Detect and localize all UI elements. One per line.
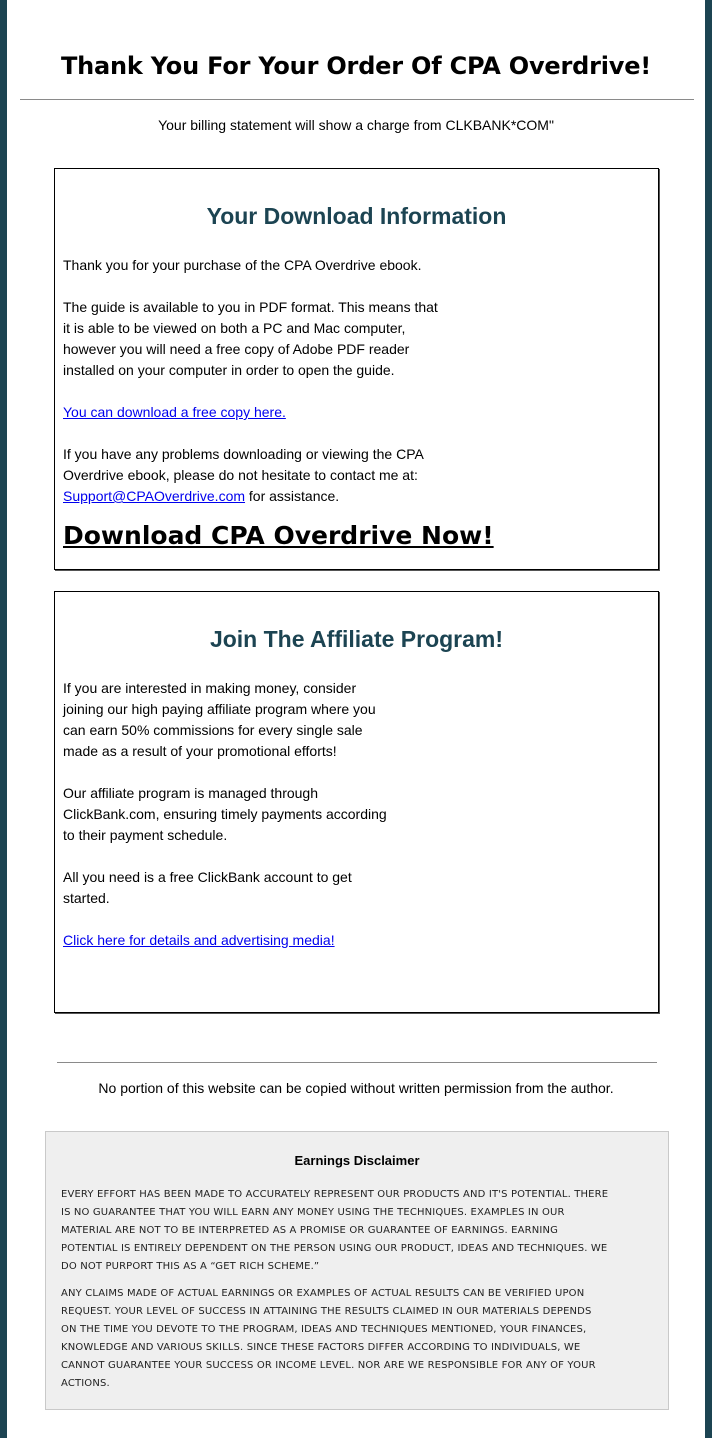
- affiliate-details-link[interactable]: Click here for details and advertising media!: [63, 932, 335, 948]
- thanks-text: Thank you for your purchase of the CPA Overdrive ebook.: [63, 257, 422, 273]
- page: [7, 0, 705, 1438]
- affiliate-line: If you are interested in making money, consider: [63, 680, 357, 696]
- affiliate-intro: [63, 678, 376, 762]
- guide-line: it is able to be viewed on both a PC and Mac computer,: [63, 320, 406, 336]
- disclaimer-paragraph: [61, 1285, 653, 1393]
- affiliate-line: made as a result of your promotional efforts!: [63, 743, 337, 759]
- support-line: If you have any problems downloading or viewing the CPA: [63, 446, 424, 462]
- disclaimer-line: POTENTIAL IS ENTIRELY DEPENDENT ON THE PERSON USING OUR PRODUCT, IDEAS AND TECHNIQUES. WE: [61, 1243, 608, 1254]
- adobe-download-link[interactable]: You can download a free copy here.: [63, 404, 286, 420]
- disclaimer-line: ACTIONS.: [61, 1378, 110, 1389]
- affiliate-line: joining our high paying affiliate program where you: [63, 701, 376, 717]
- affiliate-clickbank-text: [63, 783, 387, 846]
- page-title: Thank You For Your Order Of CPA Overdrive!: [60, 52, 652, 80]
- support-text: [63, 444, 424, 507]
- disclaimer-line: CANNOT GUARANTEE YOUR SUCCESS OR INCOME LEVEL. NOR ARE WE RESPONSIBLE FOR ANY OF YOUR: [61, 1360, 596, 1371]
- guide-line: The guide is available to you in PDF format. This means that: [63, 299, 438, 315]
- affiliate-line: to their payment schedule.: [63, 827, 228, 843]
- affiliate-line: can earn 50% commissions for every single sale: [63, 722, 363, 738]
- download-info-box: [54, 168, 659, 570]
- billing-note: Your billing statement will show a charge from CLKBANK*COM": [158, 117, 554, 133]
- disclaimer-line: IS NO GUARANTEE THAT YOU WILL EARN ANY MONEY USING THE TECHNIQUES. EXAMPLES IN OUR: [61, 1207, 565, 1218]
- affiliate-line: started.: [63, 890, 110, 906]
- disclaimer-line: KNOWLEDGE AND VARIOUS SKILLS. SINCE THESE FACTORS DIFFER ACCORDING TO INDIVIDUALS, WE: [61, 1342, 581, 1353]
- earnings-disclaimer: [45, 1131, 669, 1410]
- download-now-link[interactable]: Download CPA Overdrive Now!: [63, 521, 494, 550]
- disclaimer-line: ANY CLAIMS MADE OF ACTUAL EARNINGS OR EXAMPLES OF ACTUAL RESULTS CAN BE VERIFIED UPON: [61, 1288, 585, 1299]
- disclaimer-line: MATERIAL ARE NOT TO BE INTERPRETED AS A PROMISE OR GUARANTEE OF EARNINGS. EARNING: [61, 1225, 558, 1236]
- disclaimer-line: REQUEST. YOUR LEVEL OF SUCCESS IN ATTAINING THE RESULTS CLAIMED IN OUR MATERIALS DEPENDS: [61, 1306, 592, 1317]
- affiliate-line: ClickBank.com, ensuring timely payments according: [63, 806, 387, 822]
- guide-text: [63, 297, 438, 381]
- disclaimer-line: EVERY EFFORT HAS BEEN MADE TO ACCURATELY REPRESENT OUR PRODUCTS AND IT'S POTENTIAL. THERE: [61, 1189, 609, 1200]
- guide-line: however you will need a free copy of Adobe PDF reader: [63, 341, 410, 357]
- divider: [57, 1062, 657, 1063]
- disclaimer-paragraph: [61, 1186, 653, 1276]
- disclaimer-line: DO NOT PURPORT THIS AS A “GET RICH SCHEME.”: [61, 1261, 320, 1272]
- download-info-heading: Your Download Information: [206, 203, 507, 229]
- affiliate-line: All you need is a free ClickBank account to get: [63, 869, 352, 885]
- disclaimer-title: Earnings Disclaimer: [294, 1153, 420, 1168]
- guide-line: installed on your computer in order to open the guide.: [63, 362, 395, 378]
- affiliate-box: [54, 591, 659, 1013]
- support-suffix: for assistance.: [245, 488, 340, 504]
- disclaimer-line: ON THE TIME YOU DEVOTE TO THE PROGRAM, IDEAS AND TECHNIQUES MENTIONED, YOUR FINANCES,: [61, 1324, 587, 1335]
- copyright-notice: No portion of this website can be copied without written permission from the author.: [98, 1080, 614, 1096]
- divider: [20, 99, 694, 100]
- affiliate-details-paragraph: [63, 930, 335, 951]
- support-line: Overdrive ebook, please do not hesitate to contact me at:: [63, 467, 418, 483]
- adobe-download-paragraph: [63, 402, 286, 423]
- affiliate-heading: Join The Affiliate Program!: [209, 626, 504, 652]
- support-email-link[interactable]: Support@CPAOverdrive.com: [63, 488, 246, 504]
- affiliate-account-text: [63, 867, 352, 909]
- affiliate-line: Our affiliate program is managed through: [63, 785, 318, 801]
